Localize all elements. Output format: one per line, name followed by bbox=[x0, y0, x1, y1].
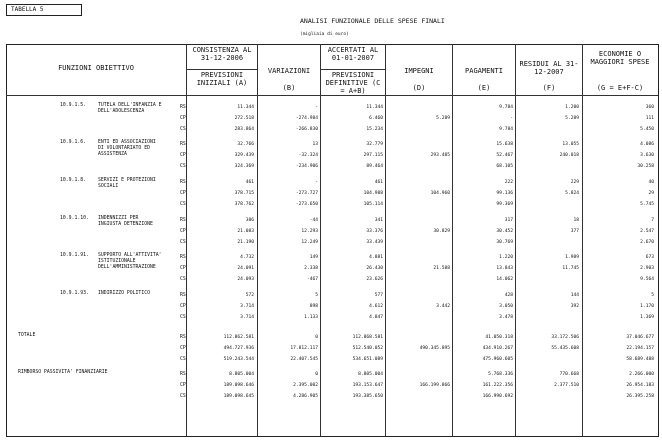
row-type-label: RS bbox=[180, 255, 186, 260]
cell-g: 2.903 bbox=[640, 266, 654, 271]
cell-g: 2.547 bbox=[640, 229, 654, 234]
header-residui: RESIDUI AL 31-12-2007 bbox=[519, 60, 579, 76]
cell-f: 240.018 bbox=[559, 153, 579, 158]
cell-f: 144 bbox=[570, 293, 579, 298]
cell-b: 12.293 bbox=[301, 229, 318, 234]
cell-a: 189.098.646 bbox=[223, 383, 254, 388]
cell-e: 166.990.692 bbox=[482, 394, 513, 399]
cell-g: 360 bbox=[645, 105, 654, 110]
row-type-label: RS bbox=[180, 105, 186, 110]
cell-c: 4.881 bbox=[369, 255, 383, 260]
cell-g: 2.266.000 bbox=[629, 372, 654, 377]
cell-c: 89.464 bbox=[366, 164, 383, 169]
cell-f: 1.989 bbox=[565, 255, 579, 260]
cell-e: 3.478 bbox=[499, 315, 513, 320]
group-description: INDIRIZZO POLITICO bbox=[98, 291, 150, 296]
cell-d: 3.442 bbox=[436, 304, 450, 309]
header-subrule bbox=[186, 69, 257, 70]
cell-b: - bbox=[315, 105, 318, 110]
group-code: 10.9.1.8. bbox=[60, 178, 86, 183]
header-variazioni: VARIAZIONI bbox=[267, 67, 311, 75]
row-type-label: RS bbox=[180, 218, 186, 223]
cell-g: 40 bbox=[648, 180, 654, 185]
row-type-label: CS bbox=[180, 164, 186, 169]
cell-c: 534.651.089 bbox=[352, 357, 383, 362]
cell-a: 572 bbox=[245, 293, 254, 298]
row-type-label: CP bbox=[180, 304, 186, 309]
cell-g: 2.670 bbox=[640, 240, 654, 245]
cell-a: 378.715 bbox=[234, 191, 254, 196]
cell-g: 4.086 bbox=[640, 142, 654, 147]
cell-e: 434.910.267 bbox=[482, 346, 513, 351]
cell-f: 229 bbox=[570, 180, 579, 185]
cell-a: 112.862.581 bbox=[223, 335, 254, 340]
cell-d: 30.829 bbox=[433, 229, 450, 234]
cell-g: 58.689.488 bbox=[626, 357, 654, 362]
cell-e: 222 bbox=[504, 180, 513, 185]
cell-e: 99.369 bbox=[496, 202, 513, 207]
cell-c: 105.114 bbox=[363, 202, 383, 207]
cell-b: 1.133 bbox=[304, 315, 318, 320]
row-type-label: CP bbox=[180, 229, 186, 234]
group-code: 10.9.1.91. bbox=[60, 253, 89, 258]
header-consistenza: CONSISTENZA AL 31-12-2006 bbox=[192, 46, 252, 62]
cell-b: 17.812.117 bbox=[290, 346, 318, 351]
cell-b: 0 bbox=[315, 335, 318, 340]
cell-f: 18 bbox=[573, 218, 579, 223]
row-type-label: RS bbox=[180, 335, 186, 340]
cell-e: 68.105 bbox=[496, 164, 513, 169]
cell-f: 5.824 bbox=[565, 191, 579, 196]
cell-b: 149 bbox=[309, 255, 318, 260]
row-type-label: RS bbox=[180, 372, 186, 377]
row-type-label: CP bbox=[180, 346, 186, 351]
cell-c: 4.847 bbox=[369, 315, 383, 320]
group-code: 10.9.1.5. bbox=[60, 103, 86, 108]
row-type-label: CS bbox=[180, 202, 186, 207]
cell-b: -234.906 bbox=[295, 164, 318, 169]
row-type-label: CP bbox=[180, 191, 186, 196]
cell-a: 8.805.004 bbox=[229, 372, 254, 377]
row-type-label: CP bbox=[180, 266, 186, 271]
cell-g: 673 bbox=[645, 255, 654, 260]
cell-e: 3.050 bbox=[499, 304, 513, 309]
col-divider bbox=[186, 44, 187, 436]
group-description: TOTALE bbox=[18, 333, 36, 338]
cell-a: 494.727.936 bbox=[223, 346, 254, 351]
cell-a: 24.091 bbox=[237, 266, 254, 271]
row-type-label: CP bbox=[180, 383, 186, 388]
cell-g: 5 bbox=[651, 293, 654, 298]
cell-g: 5.450 bbox=[640, 127, 654, 132]
cell-c: 512.540.052 bbox=[352, 346, 383, 351]
cell-a: 283.864 bbox=[234, 127, 254, 132]
group-description: ENTI ED ASSOCIAZIONI DI VOLONTARIATO ED ASSISTENZA bbox=[98, 140, 156, 157]
cell-c: 297.115 bbox=[363, 153, 383, 158]
cell-e: 5.768.336 bbox=[488, 372, 513, 377]
cell-c: 26.430 bbox=[366, 266, 383, 271]
cell-c: 15.234 bbox=[366, 127, 383, 132]
cell-e: 30.769 bbox=[496, 240, 513, 245]
header-pagamenti: PAGAMENTI bbox=[465, 67, 503, 75]
cell-g: 9.564 bbox=[640, 277, 654, 282]
header-impegni: IMPEGNI bbox=[404, 67, 434, 75]
row-type-label: CS bbox=[180, 357, 186, 362]
header-funzioni: FUNZIONI OBIETTIVO bbox=[58, 64, 134, 72]
cell-e: 9.784 bbox=[499, 105, 513, 110]
header-pagamenti-letter: (E) bbox=[477, 84, 491, 92]
cell-b: -274.984 bbox=[295, 116, 318, 121]
row-type-label: CP bbox=[180, 153, 186, 158]
cell-a: 21.190 bbox=[237, 240, 254, 245]
cell-f: 5.289 bbox=[565, 116, 579, 121]
cell-b: -32.324 bbox=[298, 153, 318, 158]
cell-g: 29 bbox=[648, 191, 654, 196]
col-divider bbox=[515, 44, 516, 436]
cell-g: 7 bbox=[651, 218, 654, 223]
row-type-label: RS bbox=[180, 142, 186, 147]
row-type-label: RS bbox=[180, 293, 186, 298]
cell-f: 377 bbox=[570, 229, 579, 234]
header-previsioni-definitive: PREVISIONI DEFINITIVE (C = A+B) bbox=[325, 71, 381, 95]
cell-a: 378.762 bbox=[234, 202, 254, 207]
cell-f: 1.200 bbox=[565, 105, 579, 110]
row-type-label: CS bbox=[180, 394, 186, 399]
group-code: 10.9.1.10. bbox=[60, 216, 89, 221]
cell-c: 33.376 bbox=[366, 229, 383, 234]
header-economie-letter: (G = E+F-C) bbox=[596, 84, 644, 92]
col-divider bbox=[257, 44, 258, 436]
col-divider bbox=[582, 44, 583, 436]
cell-f: 33.172.506 bbox=[551, 335, 579, 340]
cell-b: -44 bbox=[309, 218, 318, 223]
cell-d: 21.588 bbox=[433, 266, 450, 271]
cell-c: 23.626 bbox=[366, 277, 383, 282]
cell-g: 3.630 bbox=[640, 153, 654, 158]
group-description: RIMBORSO PASSIVITA' FINANZIARIE bbox=[18, 370, 108, 375]
cell-g: 30.258 bbox=[637, 164, 654, 169]
cell-b: 12.249 bbox=[301, 240, 318, 245]
cell-g: 26.395.258 bbox=[626, 394, 654, 399]
cell-b: 22.407.545 bbox=[290, 357, 318, 362]
cell-b: 13 bbox=[312, 142, 318, 147]
header-previsioni-iniziali: PREVISIONI INIZIALI (A) bbox=[196, 71, 248, 87]
cell-a: 519.243.544 bbox=[223, 357, 254, 362]
cell-d: 166.199.866 bbox=[419, 383, 450, 388]
cell-e: 9.784 bbox=[499, 127, 513, 132]
cell-f: 392 bbox=[570, 304, 579, 309]
cell-b: 2.338 bbox=[304, 266, 318, 271]
cell-g: 1.369 bbox=[640, 315, 654, 320]
cell-b: 2.395.002 bbox=[293, 383, 318, 388]
cell-a: 21.083 bbox=[237, 229, 254, 234]
cell-b: -467 bbox=[306, 277, 318, 282]
header-impegni-letter: (D) bbox=[412, 84, 426, 92]
cell-d: 104.960 bbox=[430, 191, 450, 196]
cell-c: 461 bbox=[374, 180, 383, 185]
cell-c: 4.612 bbox=[369, 304, 383, 309]
cell-e: 41.050.318 bbox=[485, 335, 513, 340]
page-title: ANALISI FUNZIONALE DELLE SPESE FINALI bbox=[300, 17, 445, 25]
cell-f: 2.377.510 bbox=[554, 383, 579, 388]
cell-c: 193.153.647 bbox=[352, 383, 383, 388]
cell-c: 8.805.004 bbox=[358, 372, 383, 377]
group-description: INDENNIZZI PER INGIUSTA DETENZIONE bbox=[98, 216, 153, 227]
cell-a: 3.714 bbox=[240, 304, 254, 309]
cell-c: 6.460 bbox=[369, 116, 383, 121]
cell-c: 193.385.650 bbox=[352, 394, 383, 399]
group-description: SUPPORTO ALL'ATTIVITA' ISTITUZIONALE DELL'AMMINISTRAZIONE bbox=[98, 253, 162, 270]
cell-a: 329.439 bbox=[234, 153, 254, 158]
col-divider bbox=[320, 44, 321, 436]
cell-e: 428 bbox=[504, 293, 513, 298]
row-type-label: CS bbox=[180, 315, 186, 320]
cell-d: 293.485 bbox=[430, 153, 450, 158]
cell-c: 32.779 bbox=[366, 142, 383, 147]
col-divider bbox=[385, 44, 386, 436]
cell-e: 475.960.605 bbox=[482, 357, 513, 362]
group-code: 10.9.1.93. bbox=[60, 291, 89, 296]
cell-e: 13.843 bbox=[496, 266, 513, 271]
cell-g: 111 bbox=[645, 116, 654, 121]
cell-e: 1.220 bbox=[499, 255, 513, 260]
cell-c: 112.868.581 bbox=[352, 335, 383, 340]
cell-d: 5.289 bbox=[436, 116, 450, 121]
row-type-label: CS bbox=[180, 127, 186, 132]
group-code: 10.9.1.6. bbox=[60, 140, 86, 145]
cell-c: 341 bbox=[374, 218, 383, 223]
group-description: TUTELA DELL'INFANZIA E DELL'ADOLESCENZA bbox=[98, 103, 162, 114]
cell-b: 0 bbox=[315, 372, 318, 377]
cell-f: 770.668 bbox=[559, 372, 579, 377]
cell-g: 5.745 bbox=[640, 202, 654, 207]
cell-e: - bbox=[510, 116, 513, 121]
cell-a: 386 bbox=[245, 218, 254, 223]
cell-a: 24.093 bbox=[237, 277, 254, 282]
cell-a: 461 bbox=[245, 180, 254, 185]
cell-a: 272.518 bbox=[234, 116, 254, 121]
cell-a: 189.098.645 bbox=[223, 394, 254, 399]
cell-b: - bbox=[315, 180, 318, 185]
cell-f: 11.745 bbox=[562, 266, 579, 271]
cell-f: 55.435.608 bbox=[551, 346, 579, 351]
cell-a: 324.369 bbox=[234, 164, 254, 169]
cell-e: 99.136 bbox=[496, 191, 513, 196]
cell-e: 161.222.356 bbox=[482, 383, 513, 388]
cell-b: -266.830 bbox=[295, 127, 318, 132]
cell-b: -273.650 bbox=[295, 202, 318, 207]
cell-b: 5 bbox=[315, 293, 318, 298]
cell-g: 26.954.183 bbox=[626, 383, 654, 388]
row-type-label: CP bbox=[180, 116, 186, 121]
cell-e: 52.467 bbox=[496, 153, 513, 158]
cell-c: 33.439 bbox=[366, 240, 383, 245]
cell-e: 30.452 bbox=[496, 229, 513, 234]
cell-b: -273.727 bbox=[295, 191, 318, 196]
row-type-label: RS bbox=[180, 180, 186, 185]
cell-g: 37.046.677 bbox=[626, 335, 654, 340]
cell-e: 15.638 bbox=[496, 142, 513, 147]
cell-b: 4.286.905 bbox=[293, 394, 318, 399]
header-subrule bbox=[320, 69, 385, 70]
cell-e: 14.062 bbox=[496, 277, 513, 282]
row-type-label: CS bbox=[180, 240, 186, 245]
cell-a: 4.732 bbox=[240, 255, 254, 260]
cell-c: 577 bbox=[374, 293, 383, 298]
cell-a: 11.344 bbox=[237, 105, 254, 110]
header-accertati: ACCERTATI AL 01-01-2007 bbox=[327, 46, 379, 62]
cell-a: 3.714 bbox=[240, 315, 254, 320]
cell-g: 1.170 bbox=[640, 304, 654, 309]
cell-a: 32.766 bbox=[237, 142, 254, 147]
cell-c: 11.344 bbox=[366, 105, 383, 110]
cell-b: 898 bbox=[309, 304, 318, 309]
table-label: TABELLA 5 bbox=[6, 4, 82, 16]
header-variazioni-letter: (B) bbox=[282, 84, 296, 92]
col-divider bbox=[452, 44, 453, 436]
cell-d: 490.345.895 bbox=[419, 346, 450, 351]
group-description: SERVIZI E PROTEZIONI SOCIALI bbox=[98, 178, 156, 189]
row-type-label: CS bbox=[180, 277, 186, 282]
cell-f: 13.055 bbox=[562, 142, 579, 147]
header-rule bbox=[6, 95, 658, 96]
cell-e: 317 bbox=[504, 218, 513, 223]
cell-g: 22.194.157 bbox=[626, 346, 654, 351]
page-subtitle: (migliaia di euro) bbox=[300, 32, 349, 37]
header-economie: ECONOMIE O MAGGIORI SPESE bbox=[590, 50, 650, 66]
header-residui-letter: (F) bbox=[542, 84, 556, 92]
cell-c: 104.988 bbox=[363, 191, 383, 196]
